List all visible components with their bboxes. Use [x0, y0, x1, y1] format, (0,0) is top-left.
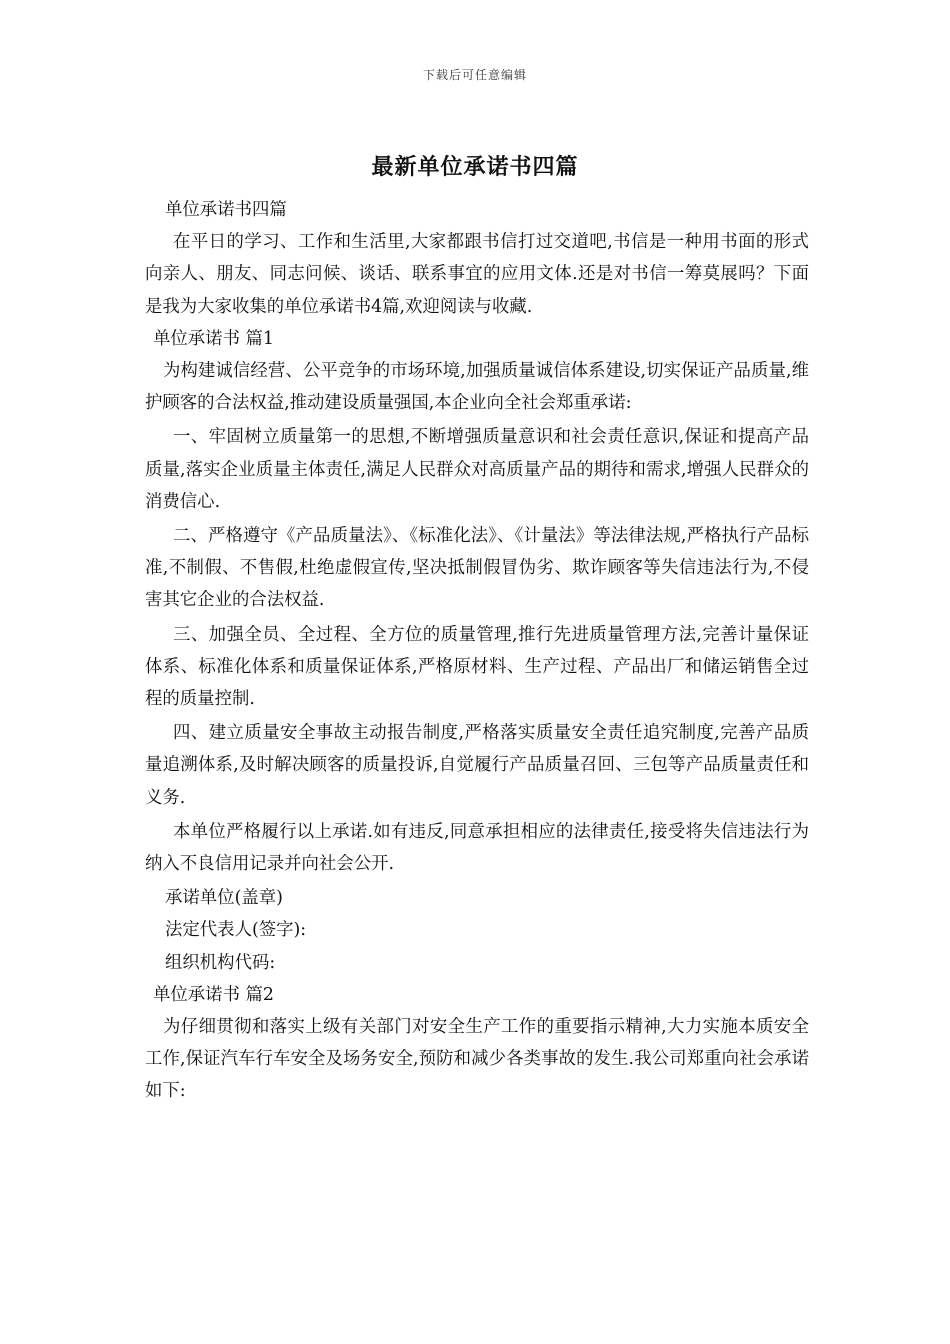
paragraph-subtitle: 单位承诺书四篇	[165, 200, 287, 220]
signature-org-code: 组织机构代码:	[165, 952, 276, 973]
section-heading-2: 单位承诺书 篇2	[153, 984, 274, 1005]
paragraph-item-2: 二、严格遵守《产品质量法》、《标准化法》、《计量法》等法律法规,严格执行产品标准,不制假、不售假,杜绝虚假宣传,坚决抵制假冒伪劣、欺诈顾客等失信违法行为,不侵害其它企业的合法权益.	[145, 526, 809, 611]
signature-representative: 法定代表人(签字):	[165, 920, 307, 941]
paragraph-item-3: 三、加强全员、全过程、全方位的质量管理,推行先进质量管理方法,完善计量保证体系、标准化体系和质量保证体系,严格原材料、生产过程、产品出厂和储运销售全过程的质量控制.	[145, 624, 809, 710]
paragraph-item-4: 四、建立质量安全事故主动报告制度,严格落实质量安全责任追究制度,完善产品质量追溯体系,及时解决顾客的质量投诉,自觉履行产品质量召回、三包等产品质量责任和义务.	[145, 723, 809, 808]
document-body	[145, 194, 809, 1108]
paragraph-pledge: 本单位严格履行以上承诺.如有违反,同意承担相应的法律责任,接受将失信违法行为纳入不良信用记录并向社会公开.	[145, 821, 809, 875]
paragraph-section2-intro: 为仔细贯彻和落实上级有关部门对安全生产工作的重要指示精神,大力实施本质安全工作,保证汽车行车安全及场务安全,预防和减少各类事故的发生.我公司郑重向社会承诺如下:	[145, 1017, 809, 1102]
signature-unit: 承诺单位(盖章)	[165, 888, 283, 909]
paragraph-intro: 在平日的学习、工作和生活里,大家都跟书信打过交道吧,书信是一种用书面的形式向亲人、朋友、同志问候、谈话、联系事宜的应用文体.还是对书信一筹莫展吗？下面是我为大家收集的单位承诺书4篇,欢迎阅读与收藏.	[145, 232, 809, 317]
document-title: 最新单位承诺书四篇	[371, 154, 579, 180]
section-heading-1: 单位承诺书 篇1	[153, 328, 274, 349]
paragraph-item-1: 一、牢固树立质量第一的思想,不断增强质量意识和社会责任意识,保证和提高产品质量,落实企业质量主体责任,满足人民群众对高质量产品的期待和需求,增强人民群众的消费信心.	[145, 427, 809, 512]
paragraph-section1-intro: 为构建诚信经营、公平竞争的市场环境,加强质量诚信体系建设,切实保证产品质量,维护顾客的合法权益,推动建设质量强国,本企业向全社会郑重承诺:	[145, 361, 809, 414]
header-note: 下载后可任意编辑	[422, 68, 527, 82]
